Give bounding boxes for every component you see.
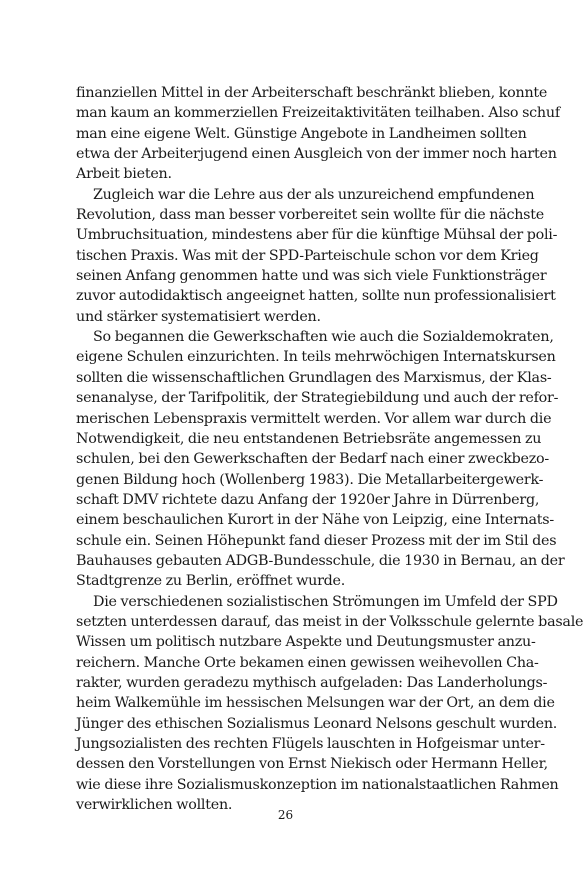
page-body <box>76 83 583 815</box>
text-line: man eine eigene Welt. Günstige Angebote in Landheimen sollten <box>76 125 527 142</box>
text-line: sollten die wissenschaftlichen Grundlagen des Marxismus, der Klas- <box>76 369 552 386</box>
paragraph-1 <box>76 83 560 185</box>
text-line: Die verschiedenen sozialistischen Strömungen im Umfeld der SPD <box>93 593 558 610</box>
text-line: heim Walkemühle im hessischen Melsungen war der Ort, an dem die <box>76 695 555 712</box>
text-line: zuvor autodidaktisch angeeignet hatten, sollte nun professionalisiert <box>76 288 556 305</box>
text-line: Revolution, dass man besser vorbereitet sein wollte für die nächste <box>76 207 544 224</box>
text-line: man kaum an kommerziellen Freizeitaktivitäten teilhaben. Also schuf <box>76 105 560 122</box>
text-line: genen Bildung hoch (Wollenberg 1983). Die Metallarbeitergewerk- <box>76 471 544 488</box>
paragraph-4 <box>76 592 583 816</box>
text-line: tischen Praxis. Was mit der SPD-Parteischule schon vor dem Krieg <box>76 247 539 264</box>
text-line: Wissen um politisch nutzbare Aspekte und Deutungsmuster anzu- <box>76 634 536 651</box>
text-line: schule ein. Seinen Höhepunkt fand dieser Prozess mit der im Stil des <box>76 532 557 549</box>
text-line: wie diese ihre Sozialismuskonzeption im nationalstaatlichen Rahmen <box>76 776 559 793</box>
paragraph-2 <box>76 185 558 327</box>
text-line: schulen, bei den Gewerkschaften der Bedarf nach einer zweckbezo- <box>76 451 549 468</box>
page-number: 26 <box>277 808 294 822</box>
text-line: Jungsozialisten des rechten Flügels lauschten in Hofgeismar unter- <box>76 736 545 752</box>
text-line: Stadtgrenze zu Berlin, eröffnet wurde. <box>76 573 346 590</box>
text-line: verwirklichen wollten. <box>76 797 233 814</box>
text-line: Notwendigkeit, die neu entstandenen Betriebsräte angemessen zu <box>76 430 542 447</box>
text-line: senanalyse, der Tarifpolitik, der Strategiebildung und auch der refor- <box>76 390 559 407</box>
text-line: dessen den Vorstellungen von Ernst Niekisch oder Hermann Heller, <box>76 756 548 773</box>
text-line: rakter, wurden geradezu mythisch aufgeladen: Das Landerholungs- <box>76 674 548 691</box>
text-line: einem beschaulichen Kurort in der Nähe von Leipzig, eine Internats- <box>76 512 554 529</box>
text-line: setzten unterdessen darauf, das meist in der Volksschule gelernte basale <box>76 613 583 630</box>
text-line: Bauhauses gebauten ADGB-Bundesschule, die 1930 in Bernau, an der <box>76 552 565 569</box>
text-line: etwa der Arbeiterjugend einen Ausgleich von der immer noch harten <box>76 146 557 163</box>
text-line: Umbruchsituation, mindestens aber für die künftige Mühsal der poli- <box>76 227 558 244</box>
text-line: und stärker systematisiert werden. <box>76 308 321 325</box>
text-line: merischen Lebenspraxis vermittelt werden. Vor allem war durch die <box>76 410 552 427</box>
text-line: seinen Anfang genommen hatte und was sich viele Funktionsträger <box>76 268 547 285</box>
text-line: eigene Schulen einzurichten. In teils mehrwöchigen Internatskursen <box>76 349 556 366</box>
text-line: Jünger des ethischen Sozialismus Leonard Nelsons geschult wurden. <box>76 715 558 732</box>
text-line: Zugleich war die Lehre aus der als unzureichend empfundenen <box>93 186 535 203</box>
text-line: reichern. Manche Orte bekamen einen gewissen weihevollen Cha- <box>76 654 539 671</box>
paragraph-3 <box>76 327 565 591</box>
text-line: Arbeit bieten. <box>76 166 172 183</box>
text-line: finanziellen Mittel in der Arbeiterschaft beschränkt blieben, konnte <box>76 85 548 101</box>
text-line: schaft DMV richtete dazu Anfang der 1920er Jahre in Dürrenberg, <box>76 491 540 508</box>
text-line: So begannen die Gewerkschaften wie auch die Sozialdemokraten, <box>93 329 554 346</box>
